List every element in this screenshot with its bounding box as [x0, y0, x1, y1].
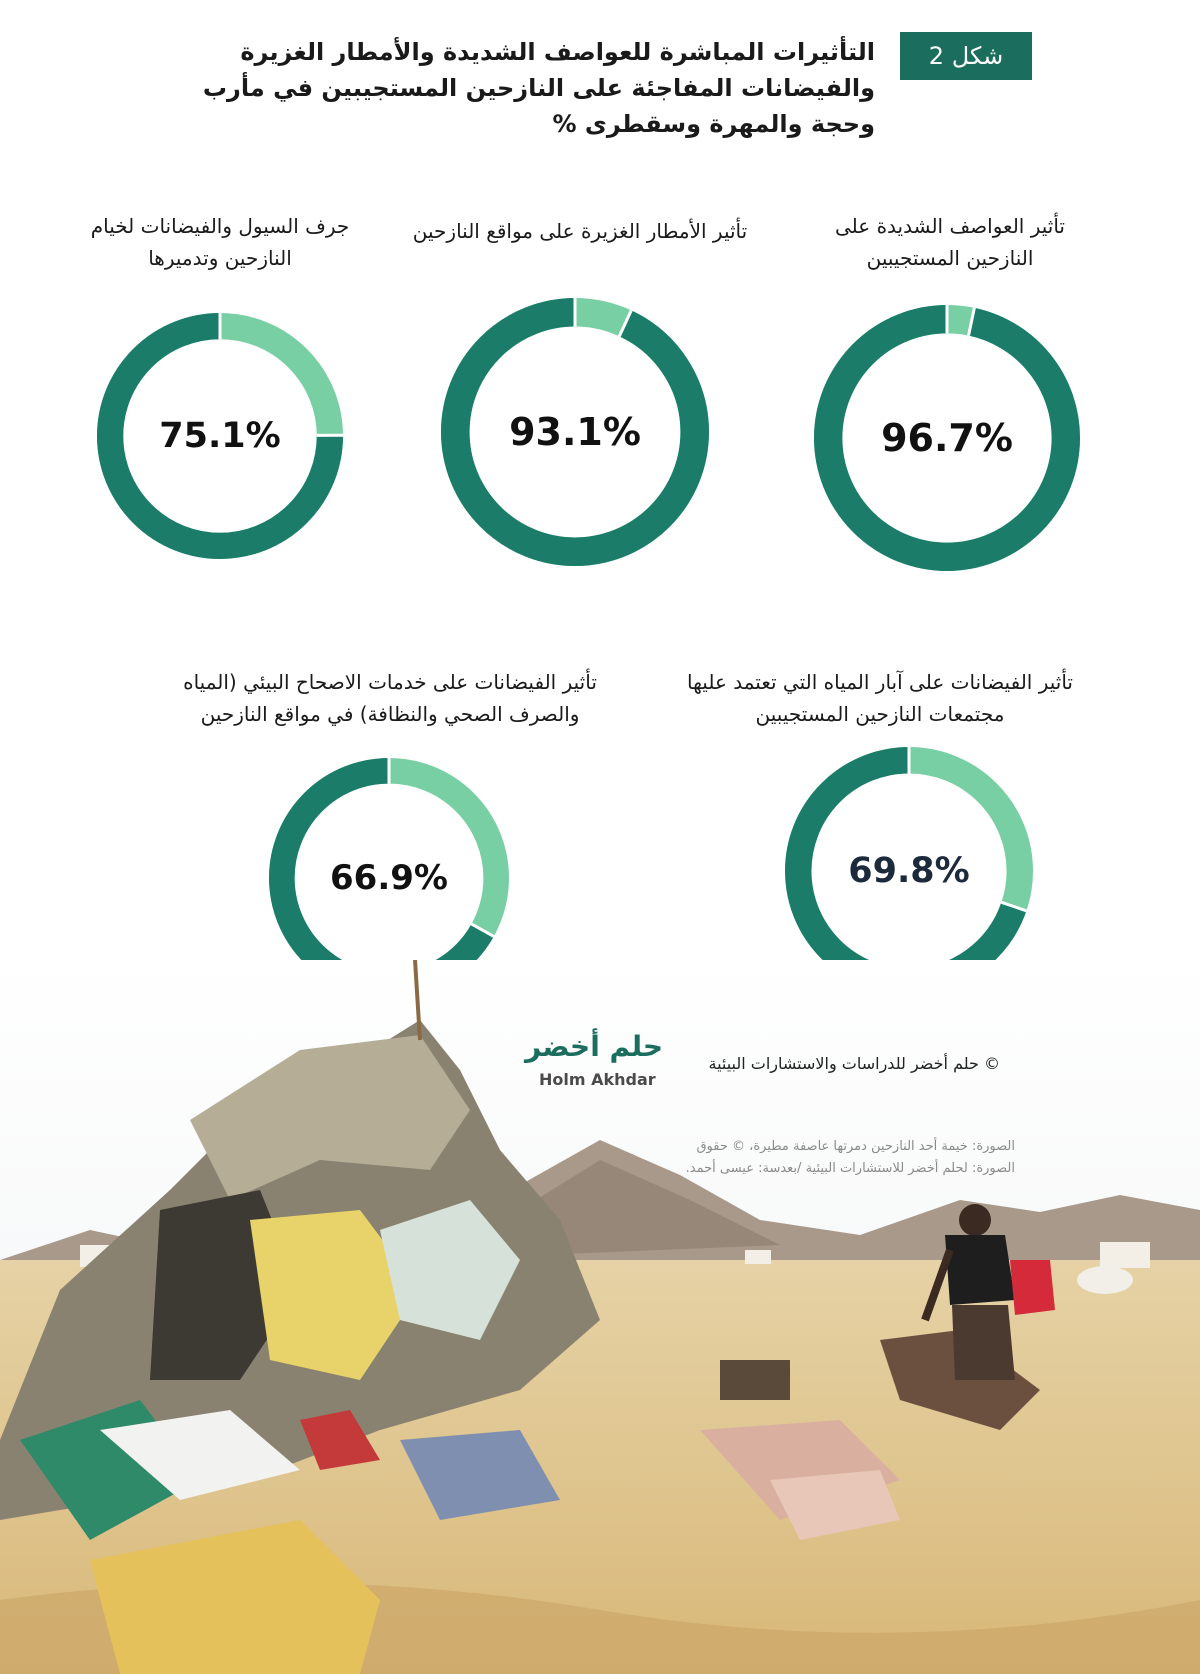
logo-arabic-text: حلم أخضر [525, 1030, 664, 1063]
chart-title-water-wells: تأثير الفيضانات على آبار المياه التي تعتمد عليها مجتمعات النازحين المستجيبين [686, 670, 1073, 726]
donut-value-label-rain: 93.1% [509, 410, 641, 454]
donut-chart-storms [812, 303, 1082, 573]
chart-title-floods-tents: جرف السيول والفيضانات لخيام النازحين وتدميرها [90, 214, 350, 270]
photo-caption: الصورة: خيمة أحد النازحين دمرتها عاصفة مطيرة، © حقوق الصورة: لحلم أخضر للاستشارات البيئية /بعدسة: عيسى أحمد. [685, 1139, 1015, 1176]
chart-title-rain: تأثير الأمطار الغزيرة على مواقع النازحين [412, 219, 748, 243]
donut-value-label-water-wells: 69.8% [848, 851, 970, 891]
figure-badge: شكل 2 [900, 32, 1032, 80]
donut-value-label-wash: 66.9% [330, 858, 448, 898]
donut-chart-rain [439, 296, 711, 568]
chart-title-storms: تأثير العواصف الشديدة على النازحين المستجيبين [835, 214, 1065, 270]
copyright-notice: © حلم أخضر للدراسات والاستشارات البيئية [708, 1054, 1000, 1073]
donut-value-label-floods-tents: 75.1% [159, 416, 281, 456]
donut-value-label-storms: 96.7% [881, 416, 1013, 460]
figure-title: التأثيرات المباشرة للعواصف الشديدة والأمطار الغزيرة والفيضانات المفاجئة على النازحين المستجيبين في مأرب وحجة والمهرة وسقطرى % [202, 38, 875, 138]
chart-title-wash: تأثير الفيضانات على خدمات الاصحاح البيئي (المياه والصرف الصحي والنظافة) في مواقع النازحين [183, 670, 597, 726]
logo-holm-akhdar [505, 1030, 665, 1094]
donut-chart-floods-tents [95, 311, 345, 561]
logo-english-text: Holm Akhdar [539, 1070, 656, 1089]
